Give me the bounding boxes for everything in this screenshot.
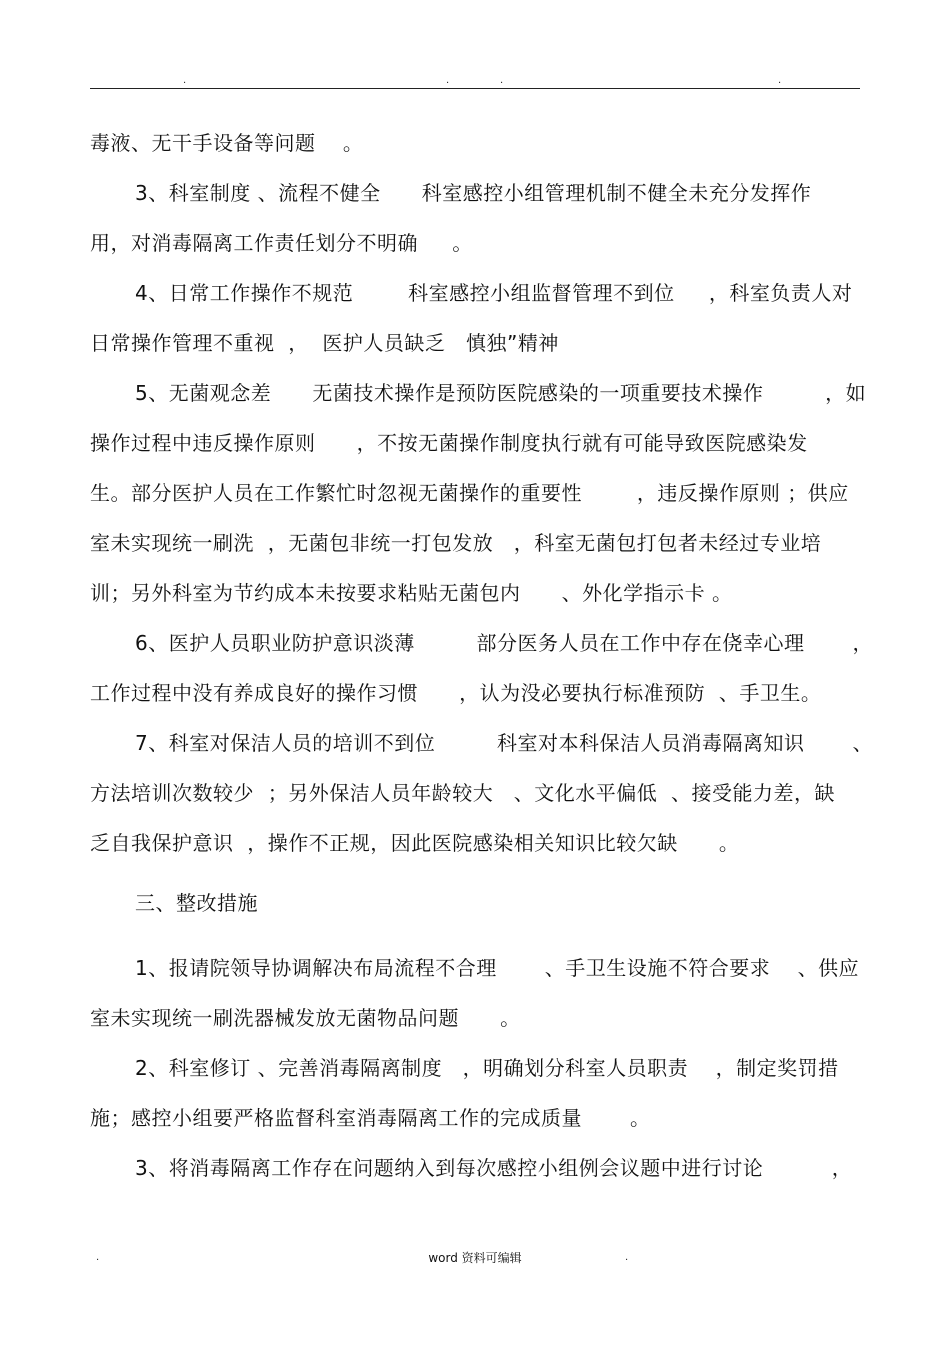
header-dot: .: [778, 75, 782, 86]
body-line: 4、日常工作操作不规范 科室感控小组监督管理不到位 ，科室负责人对: [135, 281, 853, 305]
body-line: 2、科室修订 、完善消毒隔离制度 ，明确划分科室人员职责 ，制定奖罚措: [135, 1056, 839, 1080]
body-line: 1、报请院领导协调解决布局流程不合理 、手卫生设施不符合要求 、供应: [135, 956, 860, 980]
body-line: 施；感控小组要严格监督科室消毒隔离工作的完成质量 。: [90, 1106, 651, 1130]
body-line: 乏自我保护意识 ，操作不正规，因此医院感染相关知识比较欠缺 。: [90, 831, 740, 855]
body-line: 用，对消毒隔离工作责任划分不明确 。: [90, 231, 473, 255]
header-dot: .: [446, 75, 450, 86]
body-line: 5、无菌观念差 无菌技术操作是预防医院感染的一项重要技术操作 ，如: [135, 381, 867, 405]
footer-dot: .: [625, 1252, 629, 1263]
body-line: 操作过程中违反操作原则 ，不按无菌操作制度执行就有可能导致医院感染发: [90, 431, 808, 455]
footer-text: word 资料可编辑: [428, 1251, 522, 1265]
body-line: 7、科室对保洁人员的培训不到位 科室对本科保洁人员消毒隔离知识 、: [135, 731, 873, 755]
header-dot: .: [183, 75, 187, 86]
header-rule: [90, 88, 860, 89]
body-line: 毒液、无干手设备等问题 。: [90, 131, 364, 155]
footer-dot: .: [96, 1252, 100, 1263]
body-line: 6、医护人员职业防护意识淡薄 部分医务人员在工作中存在侥幸心理 ，: [135, 631, 873, 655]
body-line: 3、科室制度 、流程不健全 科室感控小组管理机制不健全未充分发挥作: [135, 181, 812, 205]
body-line: 室未实现统一刷洗 ，无菌包非统一打包发放 ，科室无菌包打包者未经过专业培: [90, 531, 822, 555]
body-line: 生。部分医护人员在工作繁忙时忽视无菌操作的重要性 ，违反操作原则 ；供应: [90, 481, 849, 505]
body-line: 工作过程中没有养成良好的操作习惯 ，认为没必要执行标准预防 、手卫生。: [90, 681, 822, 705]
body-line: 3、将消毒隔离工作存在问题纳入到每次感控小组例会议题中进行讨论 ，: [135, 1156, 853, 1180]
body-line: 室未实现统一刷洗器械发放无菌物品问题 。: [90, 1006, 521, 1030]
section-heading: 三、整改措施: [135, 891, 258, 915]
body-line: 方法培训次数较少 ；另外保洁人员年龄较大 、文化水平偏低 、接受能力差，缺: [90, 781, 836, 805]
header-dot: .: [500, 75, 504, 86]
body-line: 训；另外科室为节约成本未按要求粘贴无菌包内 、外化学指示卡 。: [90, 581, 733, 605]
body-line: 日常操作管理不重视 ， 医护人员缺乏 慎独”精神: [90, 331, 559, 355]
